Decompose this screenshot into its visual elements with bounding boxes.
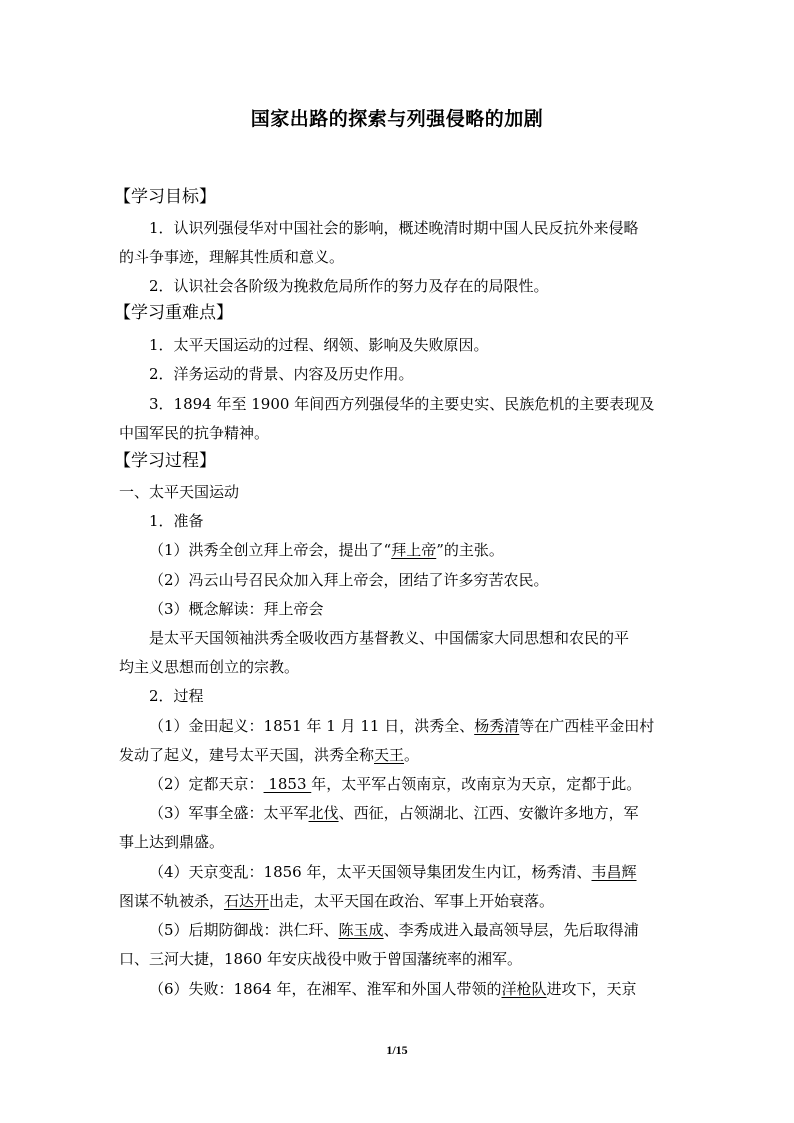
paragraph-line: 3．1894 年至 1900 年间西方列强侵华的主要史实、民族危机的主要表现及	[149, 395, 655, 413]
paragraph-line: 是太平天国领袖洪秀全吸收西方基督教义、中国儒家大同思想和农民的平	[149, 629, 630, 647]
section-heading-goals: 【学习目标】	[114, 187, 216, 207]
underlined-answer: 陈玉成	[338, 921, 384, 939]
underlined-answer: 石达开	[224, 892, 270, 910]
page-number: 1/15	[386, 1043, 408, 1057]
underlined-answer: 1853	[263, 775, 312, 793]
underlined-answer: 韦昌辉	[591, 863, 637, 881]
paragraph-line: 中国军民的抗争精神。	[119, 424, 270, 442]
paragraph-line: 1．太平天国运动的过程、纲领、影响及失败原因。	[149, 336, 489, 354]
paragraph-line: （1）洪秀全创立拜上帝会，提出了“拜上帝”的主张。	[149, 541, 504, 559]
paragraph-line: （2）定都天京： 1853 年，太平军占领南京，改南京为天京，定都于此。	[149, 775, 642, 793]
paragraph-line: 的斗争事迹，理解其性质和意义。	[119, 248, 345, 266]
paragraph-line: （6）失败：1864 年，在湘军、淮军和外国人带领的洋枪队进攻下，天京	[149, 980, 637, 998]
underlined-answer: 洋枪队	[501, 980, 547, 998]
paragraph-line: （1）金田起义：1851 年 1 月 11 日，洪秀全、杨秀清等在广西桂平金田村	[149, 717, 655, 735]
underlined-answer: 天王	[374, 746, 405, 764]
paragraph-line: 均主义思想而创立的宗教。	[119, 658, 300, 676]
item-title: 1．准备	[149, 512, 204, 530]
section-heading-process: 【学习过程】	[114, 451, 216, 471]
document-title: 国家出路的探索与列强侵略的加剧	[250, 108, 544, 130]
underlined-answer: 杨秀清	[474, 717, 520, 735]
paragraph-line: 1．认识列强侵华对中国社会的影响，概述晚清时期中国人民反抗外来侵略	[149, 219, 639, 237]
paragraph-line: 事上达到鼎盛。	[119, 833, 225, 851]
paragraph-line: 发动了起义，建号太平天国，洪秀全称天王。	[119, 746, 420, 764]
underlined-answer: 北伐	[308, 804, 339, 822]
paragraph-line: （3）军事全盛：太平军北伐、西征，占领湖北、江西、安徽许多地方，军	[149, 804, 639, 822]
section-heading-keypoints: 【学习重难点】	[114, 303, 233, 323]
paragraph-line: （5）后期防御战：洪仁玕、陈玉成、李秀成进入最高领导层，先后取得浦	[149, 921, 639, 939]
paragraph-line: （2）冯云山号召民众加入拜上帝会，团结了许多穷苦农民。	[149, 571, 549, 589]
paragraph-line: （3）概念解读：拜上帝会	[149, 600, 324, 618]
paragraph-line: 2．洋务运动的背景、内容及历史作用。	[149, 365, 414, 383]
paragraph-line: 图谋不轨被杀，石达开出走，太平天国在政治、军事上开始衰落。	[119, 892, 555, 910]
underlined-answer: 拜上帝	[391, 541, 437, 559]
paragraph-line: 2．认识社会各阶级为挽救危局所作的努力及存在的局限性。	[149, 277, 549, 295]
subsection-title: 一、太平天国运动	[119, 483, 240, 501]
item-title: 2．过程	[149, 687, 204, 705]
paragraph-line: 口、三河大捷，1860 年安庆战役中败于曾国藩统率的湘军。	[119, 950, 522, 968]
paragraph-line: （4）天京变乱：1856 年，太平天国领导集团发生内讧，杨秀清、韦昌辉	[149, 863, 637, 881]
